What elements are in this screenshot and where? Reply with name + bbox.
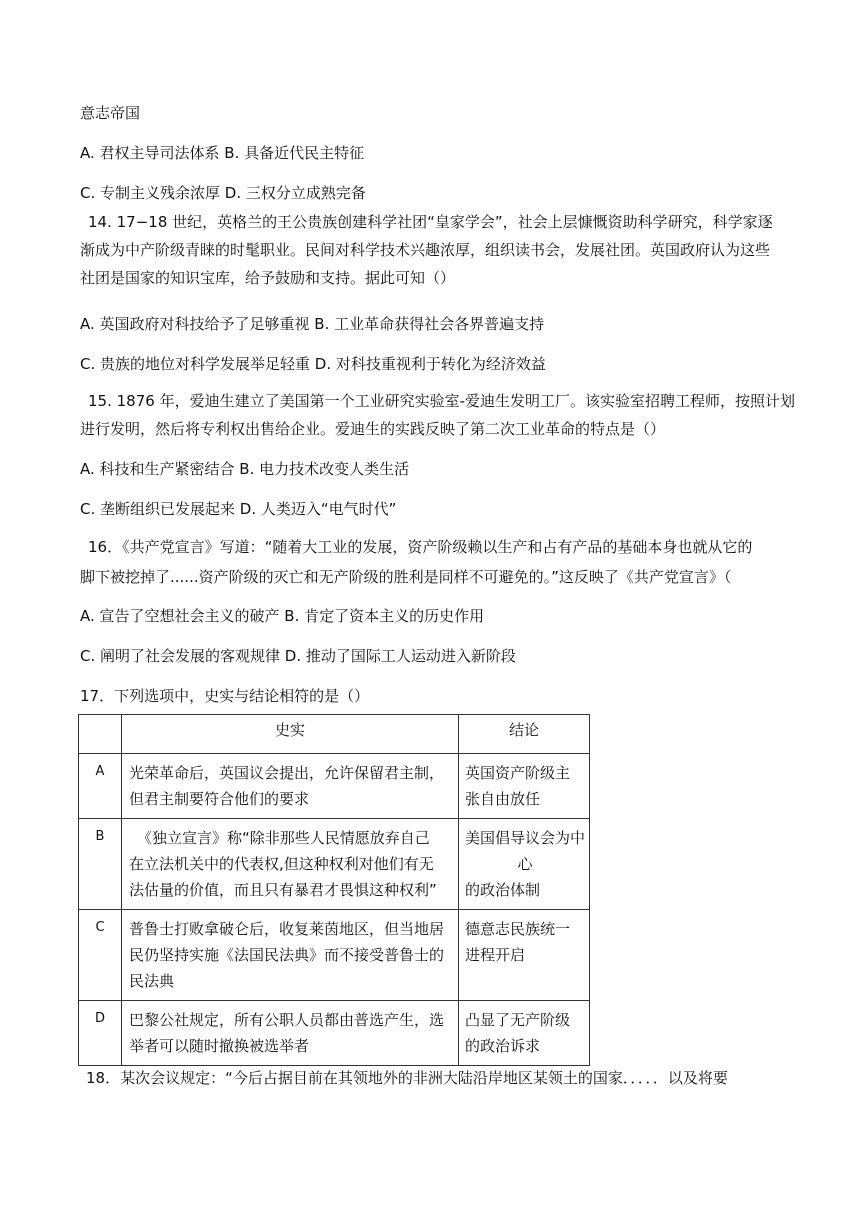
- conclusion-line: 的政治诉求: [465, 1037, 541, 1055]
- fact-line: 《独立宣言》称“除非那些人民情愿放弃自己: [137, 829, 430, 847]
- q16-options-cd: C. 阐明了社会发展的客观规律 D. 推动了国际工人运动进入新阶段: [80, 647, 516, 665]
- q15-options-cd: C. 垄断组织已发展起来 D. 人类迈入“电气时代”: [80, 500, 397, 518]
- fact-line: 民法典: [129, 972, 175, 990]
- fact-line: 普鲁士打败拿破仑后，收复莱茵地区，但当地居: [129, 920, 445, 938]
- row-letter: A: [79, 754, 122, 819]
- fact-line: 法估量的价值，而且只有暴君才畏惧这种权利”: [129, 881, 437, 899]
- fact-line: 光荣革命后，英国议会提出，允许保留君主制，: [129, 764, 445, 782]
- conclusion-line: 美国倡导议会为中: [465, 829, 586, 847]
- table-row: [79, 754, 590, 819]
- row-letter: B: [79, 819, 122, 910]
- conclusion-line: 德意志民族统一: [465, 920, 571, 938]
- table-row: [79, 910, 590, 1001]
- header-letter-cell: [79, 715, 122, 754]
- header-fact: 史实: [122, 715, 459, 754]
- row-fact: [122, 819, 459, 910]
- table-header-row: [79, 715, 590, 754]
- question-14-line-2: 渐成为中产阶级青睐的时髦职业。民间对科学技术兴趣浓厚，组织读书会，发展社团。英国政府认为这些: [80, 241, 771, 259]
- text-line: 意志帝国: [80, 104, 141, 122]
- q13-options-ab: A. 君权主导司法体系 B. 具备近代民主特征: [80, 144, 365, 162]
- conclusion-line: 的政治体制: [465, 881, 541, 899]
- fact-line: 巴黎公社规定，所有公职人员都由普选产生，选: [129, 1011, 445, 1029]
- conclusion-line: 心: [517, 855, 533, 873]
- row-letter: C: [79, 910, 122, 1001]
- row-conclusion: [459, 1001, 590, 1066]
- question-15-line-2: 进行发明，然后将专利权出售给企业。爱迪生的实践反映了第二次工业革命的特点是（）: [80, 420, 666, 438]
- table-row: [79, 1001, 590, 1066]
- row-conclusion: [459, 819, 590, 910]
- q14-options-ab: A. 英国政府对科技给予了足够重视 B. 工业革命获得社会各界普遍支持: [80, 315, 545, 333]
- row-fact: [122, 910, 459, 1001]
- fact-line: 民仍坚持实施《法国民法典》而不接受普鲁士的: [129, 946, 445, 964]
- row-fact: [122, 1001, 459, 1066]
- header-conclusion: 结论: [459, 715, 590, 754]
- question-15-line-1: 15. 1876 年，爱迪生建立了美国第一个工业研究实验室-爱迪生发明工厂。该实验室招聘工程师，按照计划: [88, 392, 795, 410]
- q13-options-cd: C. 专制主义残余浓厚 D. 三权分立成熟完备: [80, 184, 366, 202]
- q16-options-ab: A. 宣告了空想社会主义的破产 B. 肯定了资本主义的历史作用: [80, 607, 485, 625]
- q14-options-cd: C. 贵族的地位对科学发展举足轻重 D. 对科技重视利于转化为经济效益: [80, 355, 546, 373]
- row-conclusion: [459, 910, 590, 1001]
- question-17: 17．下列选项中，史实与结论相符的是（）: [80, 687, 370, 705]
- question-16-line-2: 脚下被挖掉了......资产阶级的灭亡和无产阶级的胜利是同样不可避免的。”这反映了《共产党宣言》（: [80, 568, 732, 586]
- conclusion-line: 凸显了无产阶级: [465, 1011, 571, 1029]
- fact-line: 在立法机关中的代表权,但这种权利对他们有无: [129, 855, 434, 873]
- fact-line: 但君主制要符合他们的要求: [129, 790, 310, 808]
- row-conclusion: [459, 754, 590, 819]
- q15-options-ab: A. 科技和生产紧密结合 B. 电力技术改变人类生活: [80, 460, 410, 478]
- table-row: [79, 819, 590, 910]
- conclusion-line: 英国资产阶级主: [465, 764, 571, 782]
- question-16-line-1: 16．《共产党宣言》写道：“随着大工业的发展，资产阶级赖以生产和占有产品的基础本身也就从它的: [88, 538, 753, 556]
- conclusion-line: 进程开启: [465, 946, 526, 964]
- question-18: 18．某次会议规定：“今后占据目前在其领地外的非洲大陆沿岸地区某领土的国家．．．．．以及将要: [86, 1069, 728, 1087]
- facts-table: [78, 714, 590, 1066]
- conclusion-line: 张自由放任: [465, 790, 541, 808]
- question-14-line-1: 14. 17−18 世纪，英格兰的王公贵族创建科学社团“皇家学会”，社会上层慷慨资助科学研究，科学家逐: [88, 213, 773, 231]
- row-letter: D: [79, 1001, 122, 1066]
- question-14-line-3: 社团是国家的知识宝库，给予鼓励和支持。据此可知（）: [80, 269, 456, 287]
- row-fact: [122, 754, 459, 819]
- fact-line: 举者可以随时撤换被选举者: [129, 1037, 310, 1055]
